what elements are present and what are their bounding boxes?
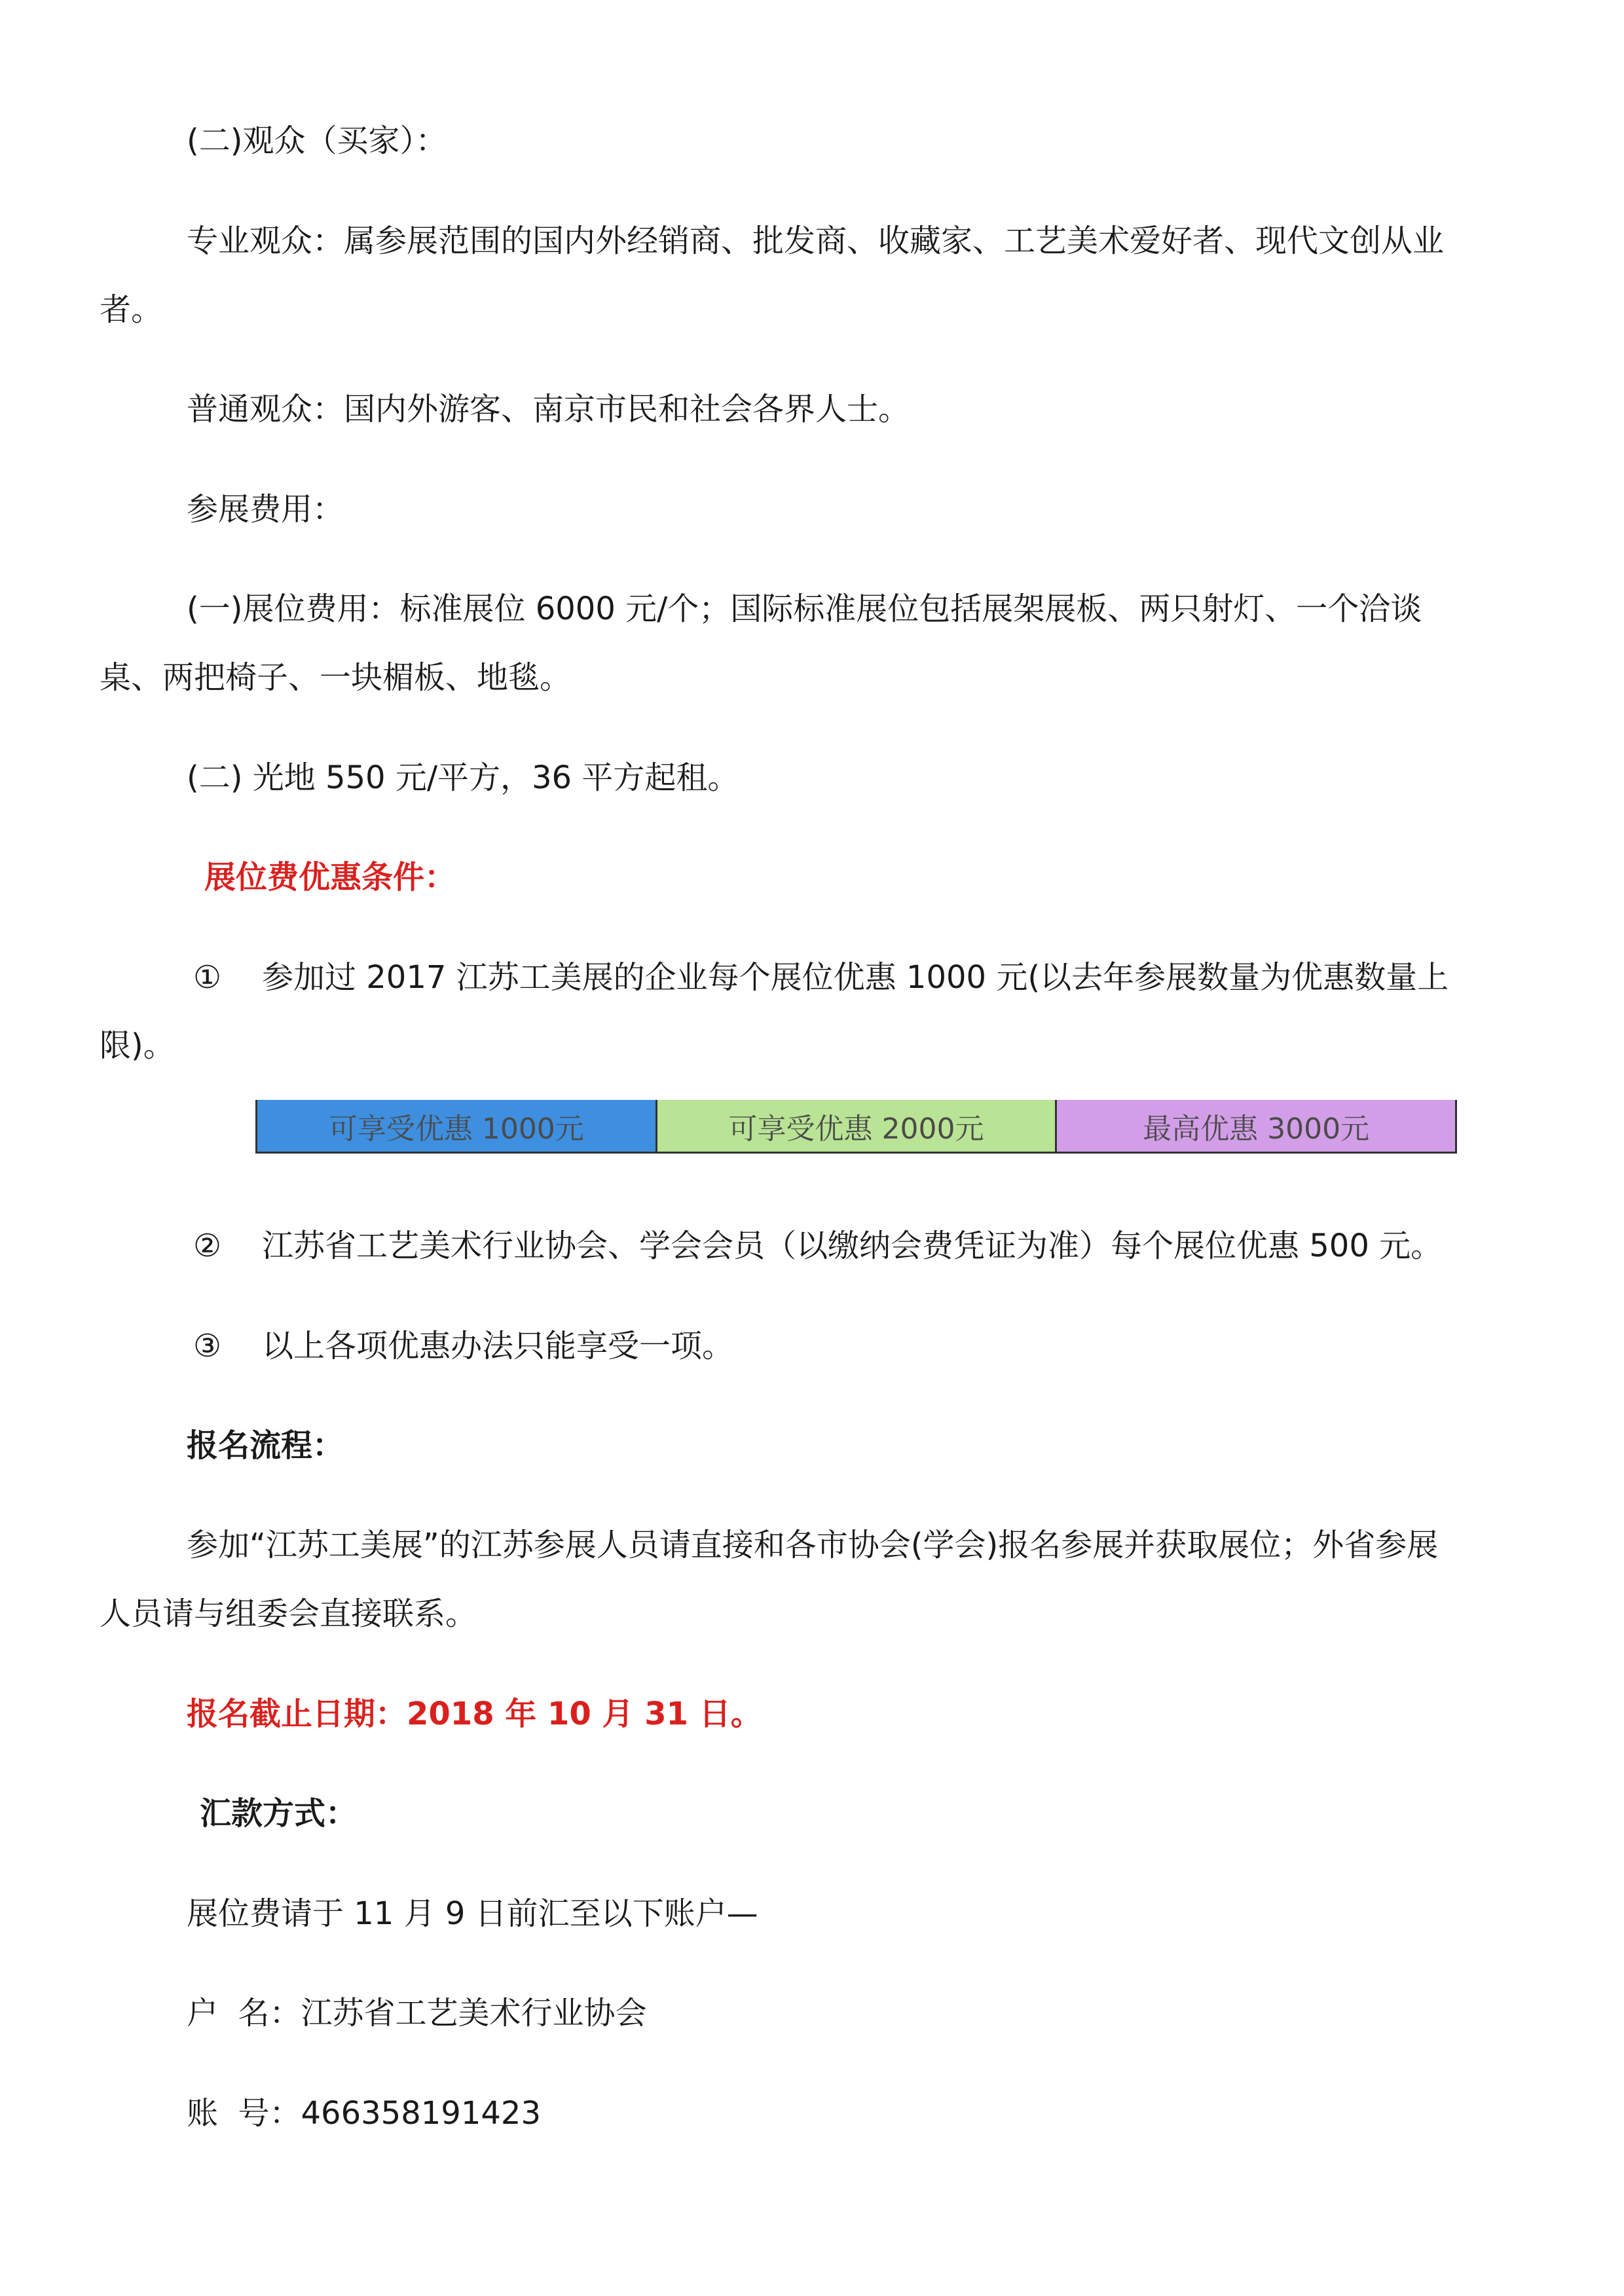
discount-tier-bar [255, 1100, 1457, 1154]
discount-item-2 [193, 1226, 1442, 1266]
discount-heading: 展位费优惠条件： [204, 859, 456, 896]
payment-heading: 汇款方式： [200, 1795, 358, 1832]
fees-heading: 参展费用： [187, 491, 344, 528]
registration-line1: 参加“江苏工美展”的江苏参展人员请直接和各市协会(学会)报名参展并获取展位；外省参展 [187, 1527, 1439, 1563]
discount-item-3 [193, 1326, 733, 1366]
professional-audience-line1: 专业观众：属参展范围的国内外经销商、批发商、收藏家、工艺美术爱好者、现代文创从业 [187, 223, 1445, 259]
discount-tier-3: 最高优惠 3000元 [1055, 1100, 1455, 1152]
raw-space-fee: (二) 光地 550 元/平方，36 平方起租。 [187, 759, 739, 796]
discount-item-1 [193, 958, 1449, 997]
discount-item-3-text: 以上各项优惠办法只能享受一项。 [262, 1328, 734, 1364]
discount-item-2-marker: ② [193, 1228, 222, 1264]
registration-deadline: 报名截止日期：2018 年 10 月 31 日。 [187, 1696, 762, 1732]
discount-tier-2: 可享受优惠 2000元 [655, 1100, 1056, 1152]
registration-line2: 人员请与组委会直接联系。 [100, 1595, 477, 1632]
payment-instruction: 展位费请于 11 月 9 日前汇至以下账户— [187, 1895, 758, 1932]
general-audience: 普通观众：国内外游客、南京市民和社会各界人士。 [187, 391, 910, 428]
registration-heading: 报名流程： [187, 1427, 344, 1464]
account-number: 账 号：466358191423 [187, 2095, 541, 2132]
booth-fee-line1: (一)展位费用：标准展位 6000 元/个；国际标准展位包括展架展板、两只射灯、一个洽谈 [187, 591, 1422, 627]
booth-fee-line2: 桌、两把椅子、一块楣板、地毯。 [100, 659, 572, 696]
discount-item-1-text: 参加过 2017 江苏工美展的企业每个展位优惠 1000 元(以去年参展数量为优惠数量上 [262, 959, 1449, 996]
professional-audience-line2: 者。 [100, 291, 163, 328]
discount-item-3-marker: ③ [193, 1328, 222, 1364]
discount-tier-1: 可享受优惠 1000元 [257, 1100, 655, 1152]
discount-item-2-text: 江苏省工艺美术行业协会、学会会员（以缴纳会费凭证为准）每个展位优惠 500 元。 [262, 1228, 1443, 1264]
account-name: 户 名：江苏省工艺美术行业协会 [187, 1995, 647, 2032]
discount-item-1-line2: 限)。 [100, 1027, 175, 1064]
discount-item-1-marker: ① [193, 959, 222, 996]
audience-heading: (二)观众（买家）： [187, 122, 447, 159]
